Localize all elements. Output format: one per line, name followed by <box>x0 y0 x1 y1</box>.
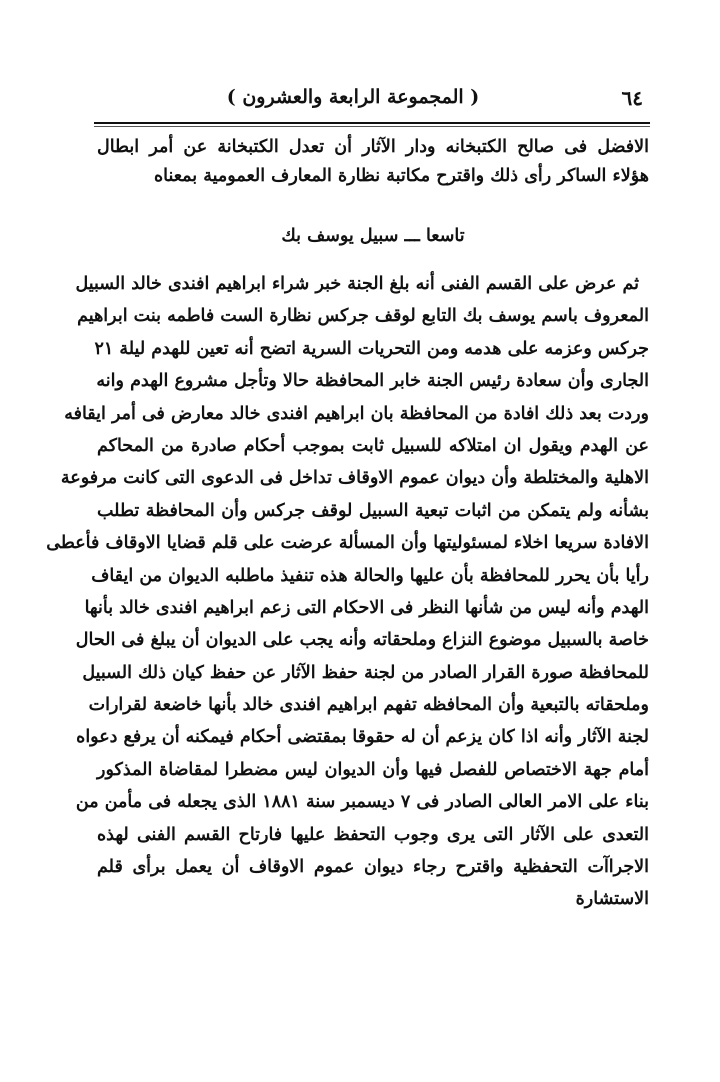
text-line: عن الهدم ويقول ان امتلاكه للسبيل ثابت بموجب أحكام صادرة من المحاكم <box>97 435 649 456</box>
text-line: أمام جهة الاختصاص للفصل فيها وأن الديوان ليس مضطرا لمقاضاة المذكور <box>97 759 649 780</box>
main-paragraph <box>46 268 649 916</box>
header-rule-thin <box>94 126 650 127</box>
text-line: وملحقاته بالتبعية وأن المحافظه تفهم ابراهيم افندى خالد بأنها خاضعة لقرارات <box>88 695 649 716</box>
text-line: وردت بعد ذلك افادة من المحافظة بان ابراهيم افندى خالد معارض فى أمر ايقافه <box>64 403 649 424</box>
text-line: بشأنه ولم يتمكن من اثبات تبعية السبيل لوقف جركس وأن المحافظة تطلب <box>97 500 649 521</box>
text-line: الاستشارة <box>575 889 649 910</box>
text-line: بناء على الامر العالى الصادر فى ٧ ديسمبر سنة ١٨٨١ الذى يجعله فى مأمن من <box>75 792 649 813</box>
text-line: جركس وعزمه على هدمه ومن التحريات السرية اتضح أنه تعين للهدم ليلة ٢١ <box>94 338 649 359</box>
running-header <box>97 84 649 116</box>
text-line: رأيا بأن يحرر للمحافظة بأن عليها والحالة هذه تنفيذ ماطلبه الديوان من ايقاف <box>91 565 649 586</box>
text-line: هؤلاء الساكر رأى ذلك واقترح مكاتبة نظارة المعارف العمومية بمعناه <box>153 166 649 186</box>
text-line: الجارى وأن سعادة رئيس الجنة خابر المحافظة حالا وتأجل مشروع الهدم وانه <box>96 371 649 392</box>
header-rule <box>94 122 650 124</box>
text-line: ثم عرض على القسم الفنى أنه بلغ الجنة خبر شراء ابراهيم افندى خالد السبيل <box>75 274 639 294</box>
page-number: ٦٤ <box>621 86 643 110</box>
text-line: لجنة الآثار وأنه اذا كان يزعم أن له حقوقا بمقتضى أحكام فيمكنه أن يرفع دعواه <box>76 727 649 748</box>
text-line: الاهلية والمختلطة وأن ديوان عموم الاوقاف تداخل فى الدعوى التى كانت مرفوعة <box>60 468 649 489</box>
text-line: المعروف باسم يوسف بك التابع لوقف جركس نظارة الست فاطمه بنت ابراهيم <box>77 306 649 327</box>
text-line: الافادة سريعا اخلاء لمسئوليتها وأن المسألة عرضت على قلم قضايا الاوقاف فأعطى <box>46 533 649 554</box>
text-line: الافضل فى صالح الكتبخانه ودار الآثار أن تعدل الكتبخانة عن أمر ابطال <box>97 137 649 157</box>
section-heading: تاسعا ـــ سبيل يوسف بك <box>281 226 465 246</box>
text-line: الاجراآت التحفظية واقترح رجاء ديوان عموم الاوقاف أن يعمل برأى قلم <box>97 857 649 878</box>
text-line: التعدى على الآثار التى يرى وجوب التحفظ عليها فارتاح القسم الفنى لهذه <box>97 824 649 845</box>
text-line: الهدم وأنه ليس من شأنها النظر فى الاحكام التى زعم ابراهيم افندى خالد بأنها <box>84 597 649 618</box>
running-title: ( المجموعة الرابعة والعشرون ) <box>226 86 480 108</box>
text-line: للمحافظة صورة القرار الصادر من لجنة حفظ الآثار عن حفظ كيان ذلك السبيل <box>82 662 649 683</box>
text-line: خاصة بالسبيل موضوع النزاع وملحقاته وأنه يجب على الديوان أن يبلغ فى الحال <box>75 630 649 651</box>
intro-paragraph <box>97 133 649 191</box>
